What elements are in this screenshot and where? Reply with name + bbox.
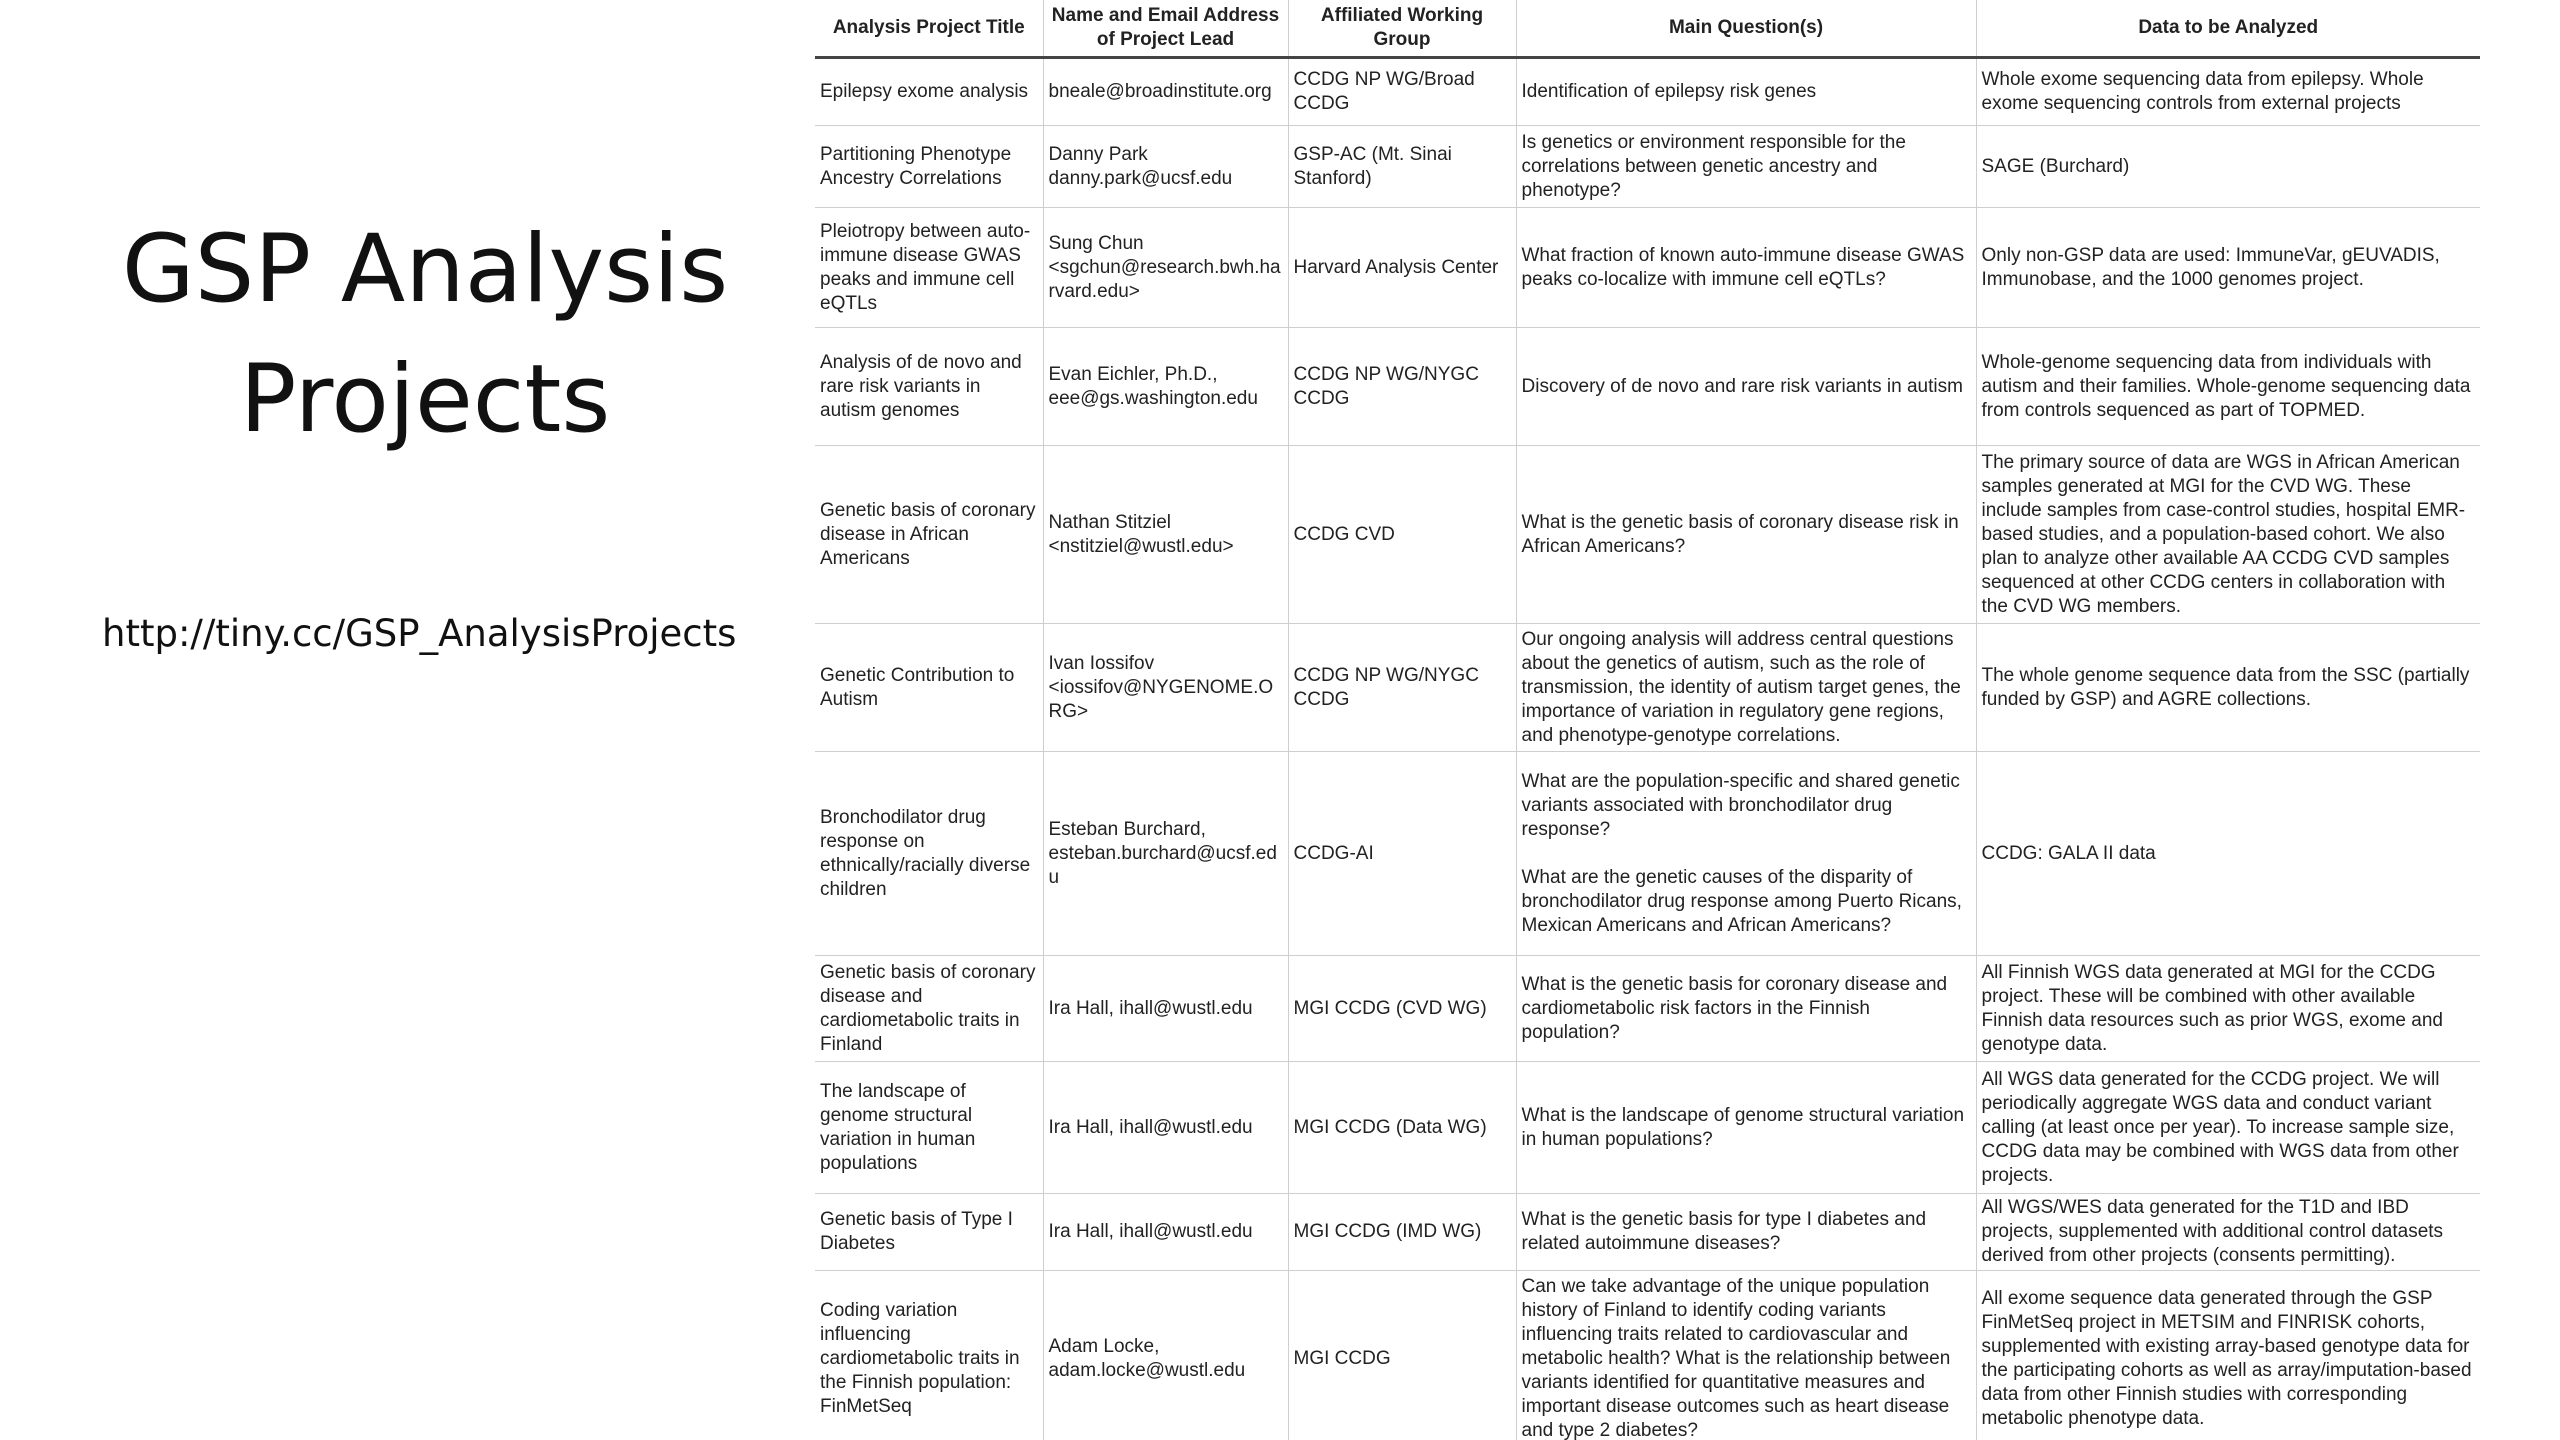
cell-group: CCDG NP WG/NYGC CCDG (1288, 328, 1516, 446)
cell-title: Genetic basis of coronary disease in African Americans (815, 446, 1043, 624)
slide-title-line-2: Projects (239, 345, 611, 454)
table-row (815, 1271, 2480, 1440)
cell-group: CCDG CVD (1288, 446, 1516, 624)
cell-data: Whole exome sequencing data from epilepsy. Whole exome sequencing controls from external projects (1976, 58, 2480, 126)
table-row (815, 956, 2480, 1062)
cell-lead: Sung Chun <sgchun@research.bwh.harvard.edu> (1043, 208, 1288, 328)
table-row (815, 126, 2480, 208)
cell-data: The whole genome sequence data from the SSC (partially funded by GSP) and AGRE collections. (1976, 624, 2480, 752)
cell-title: Genetic basis of Type I Diabetes (815, 1194, 1043, 1271)
cell-question: Identification of epilepsy risk genes (1516, 58, 1976, 126)
table-row (815, 58, 2480, 126)
cell-group: Harvard Analysis Center (1288, 208, 1516, 328)
cell-group: CCDG-AI (1288, 752, 1516, 956)
cell-question: What fraction of known auto-immune disease GWAS peaks co-localize with immune cell eQTLs? (1516, 208, 1976, 328)
table-row (815, 752, 2480, 956)
cell-data: All Finnish WGS data generated at MGI for the CCDG project. These will be combined with other available Finnish data resources such as prior WGS, exome and genotype data. (1976, 956, 2480, 1062)
table-row (815, 624, 2480, 752)
cell-title: Genetic basis of coronary disease and cardiometabolic traits in Finland (815, 956, 1043, 1062)
cell-title: Epilepsy exome analysis (815, 58, 1043, 126)
cell-lead: Danny Park danny.park@ucsf.edu (1043, 126, 1288, 208)
cell-data: The primary source of data are WGS in African American samples generated at MGI for the CVD WG. These include samples from case-control studies, hospital EMR-based studies, and a population-based cohort. We also plan to analyze other available AA CCDG CVD samples sequenced at other CCDG centers in collaboration with the CVD WG members. (1976, 446, 2480, 624)
cell-question: What is the landscape of genome structural variation in human populations? (1516, 1062, 1976, 1194)
cell-group: CCDG NP WG/Broad CCDG (1288, 58, 1516, 126)
cell-question: Is genetics or environment responsible for the correlations between genetic ancestry and phenotype? (1516, 126, 1976, 208)
cell-question: What is the genetic basis for type I diabetes and related autoimmune diseases? (1516, 1194, 1976, 1271)
cell-question: What is the genetic basis for coronary disease and cardiometabolic risk factors in the Finnish population? (1516, 956, 1976, 1062)
table-row (815, 328, 2480, 446)
cell-data: SAGE (Burchard) (1976, 126, 2480, 208)
header-data-to-be-analyzed: Data to be Analyzed (1976, 0, 2480, 58)
header-main-questions: Main Question(s) (1516, 0, 1976, 58)
cell-title: Bronchodilator drug response on ethnically/racially diverse children (815, 752, 1043, 956)
cell-group: GSP-AC (Mt. Sinai Stanford) (1288, 126, 1516, 208)
cell-question: Can we take advantage of the unique population history of Finland to identify coding variants influencing traits related to cardiovascular and metabolic health? What is the relationship between variants identified for quantitative measures and important disease outcomes such as heart disease and type 2 diabetes? (1516, 1271, 1976, 1440)
cell-question: What is the genetic basis of coronary disease risk in African Americans? (1516, 446, 1976, 624)
cell-data: All WGS/WES data generated for the T1D and IBD projects, supplemented with additional control datasets derived from other projects (consents permitting). (1976, 1194, 2480, 1271)
cell-lead: Ira Hall, ihall@wustl.edu (1043, 1062, 1288, 1194)
table-header-row (815, 0, 2480, 58)
projects-table (815, 0, 2480, 1440)
title-panel (0, 0, 820, 1440)
cell-data: All exome sequence data generated through the GSP FinMetSeq project in METSIM and FINRISK cohorts, supplemented with existing array-based genotype data for the participating cohorts as well as array/imputation-based data from other Finnish studies with corresponding metabolic phenotype data. (1976, 1271, 2480, 1440)
cell-question: Our ongoing analysis will address central questions about the genetics of autism, such as the role of transmission, the identity of autism target genes, the importance of variation in regulatory gene regions, and phenotype-genotype correlations. (1516, 624, 1976, 752)
cell-title: Partitioning Phenotype Ancestry Correlations (815, 126, 1043, 208)
cell-data: Only non-GSP data are used: ImmuneVar, gEUVADIS, Immunobase, and the 1000 genomes project. (1976, 208, 2480, 328)
cell-lead: Evan Eichler, Ph.D., eee@gs.washington.edu (1043, 328, 1288, 446)
cell-question: Discovery of de novo and rare risk variants in autism (1516, 328, 1976, 446)
cell-group: CCDG NP WG/NYGC CCDG (1288, 624, 1516, 752)
cell-group: MGI CCDG (CVD WG) (1288, 956, 1516, 1062)
cell-lead: Adam Locke, adam.locke@wustl.edu (1043, 1271, 1288, 1440)
table-row (815, 446, 2480, 624)
table-row (815, 1062, 2480, 1194)
slide-title (40, 205, 810, 465)
cell-title: Pleiotropy between auto-immune disease GWAS peaks and immune cell eQTLs (815, 208, 1043, 328)
cell-lead: Ira Hall, ihall@wustl.edu (1043, 1194, 1288, 1271)
projects-table-container (815, 0, 2480, 1440)
cell-question: What are the population-specific and shared genetic variants associated with bronchodilator drug response? What are the genetic causes of the disparity of bronchodilator drug response among Puerto Ricans, Mexican Americans and African Americans? (1516, 752, 1976, 956)
projects-link[interactable]: http://tiny.cc/GSP_AnalysisProjects (102, 612, 737, 655)
header-project-lead: Name and Email Address of Project Lead (1043, 0, 1288, 58)
header-analysis-project-title: Analysis Project Title (815, 0, 1043, 58)
cell-group: MGI CCDG (1288, 1271, 1516, 1440)
table-row (815, 208, 2480, 328)
cell-lead: Ivan Iossifov <iossifov@NYGENOME.ORG> (1043, 624, 1288, 752)
cell-lead: Nathan Stitziel <nstitziel@wustl.edu> (1043, 446, 1288, 624)
cell-group: MGI CCDG (IMD WG) (1288, 1194, 1516, 1271)
table-row (815, 1194, 2480, 1271)
cell-data: Whole-genome sequencing data from individuals with autism and their families. Whole-genome sequencing data from controls sequenced as part of TOPMED. (1976, 328, 2480, 446)
slide-title-line-1: GSP Analysis (121, 215, 729, 324)
cell-lead: Ira Hall, ihall@wustl.edu (1043, 956, 1288, 1062)
cell-title: The landscape of genome structural variation in human populations (815, 1062, 1043, 1194)
cell-title: Genetic Contribution to Autism (815, 624, 1043, 752)
cell-data: CCDG: GALA II data (1976, 752, 2480, 956)
cell-group: MGI CCDG (Data WG) (1288, 1062, 1516, 1194)
cell-title: Analysis of de novo and rare risk variants in autism genomes (815, 328, 1043, 446)
cell-title: Coding variation influencing cardiometabolic traits in the Finnish population: FinMetSeq (815, 1271, 1043, 1440)
header-working-group: Affiliated Working Group (1288, 0, 1516, 58)
cell-lead: Esteban Burchard, esteban.burchard@ucsf.edu (1043, 752, 1288, 956)
cell-lead: bneale@broadinstitute.org (1043, 58, 1288, 126)
cell-data: All WGS data generated for the CCDG project. We will periodically aggregate WGS data and conduct variant calling (at least once per year). To increase sample size, CCDG data may be combined with WGS data from other projects. (1976, 1062, 2480, 1194)
